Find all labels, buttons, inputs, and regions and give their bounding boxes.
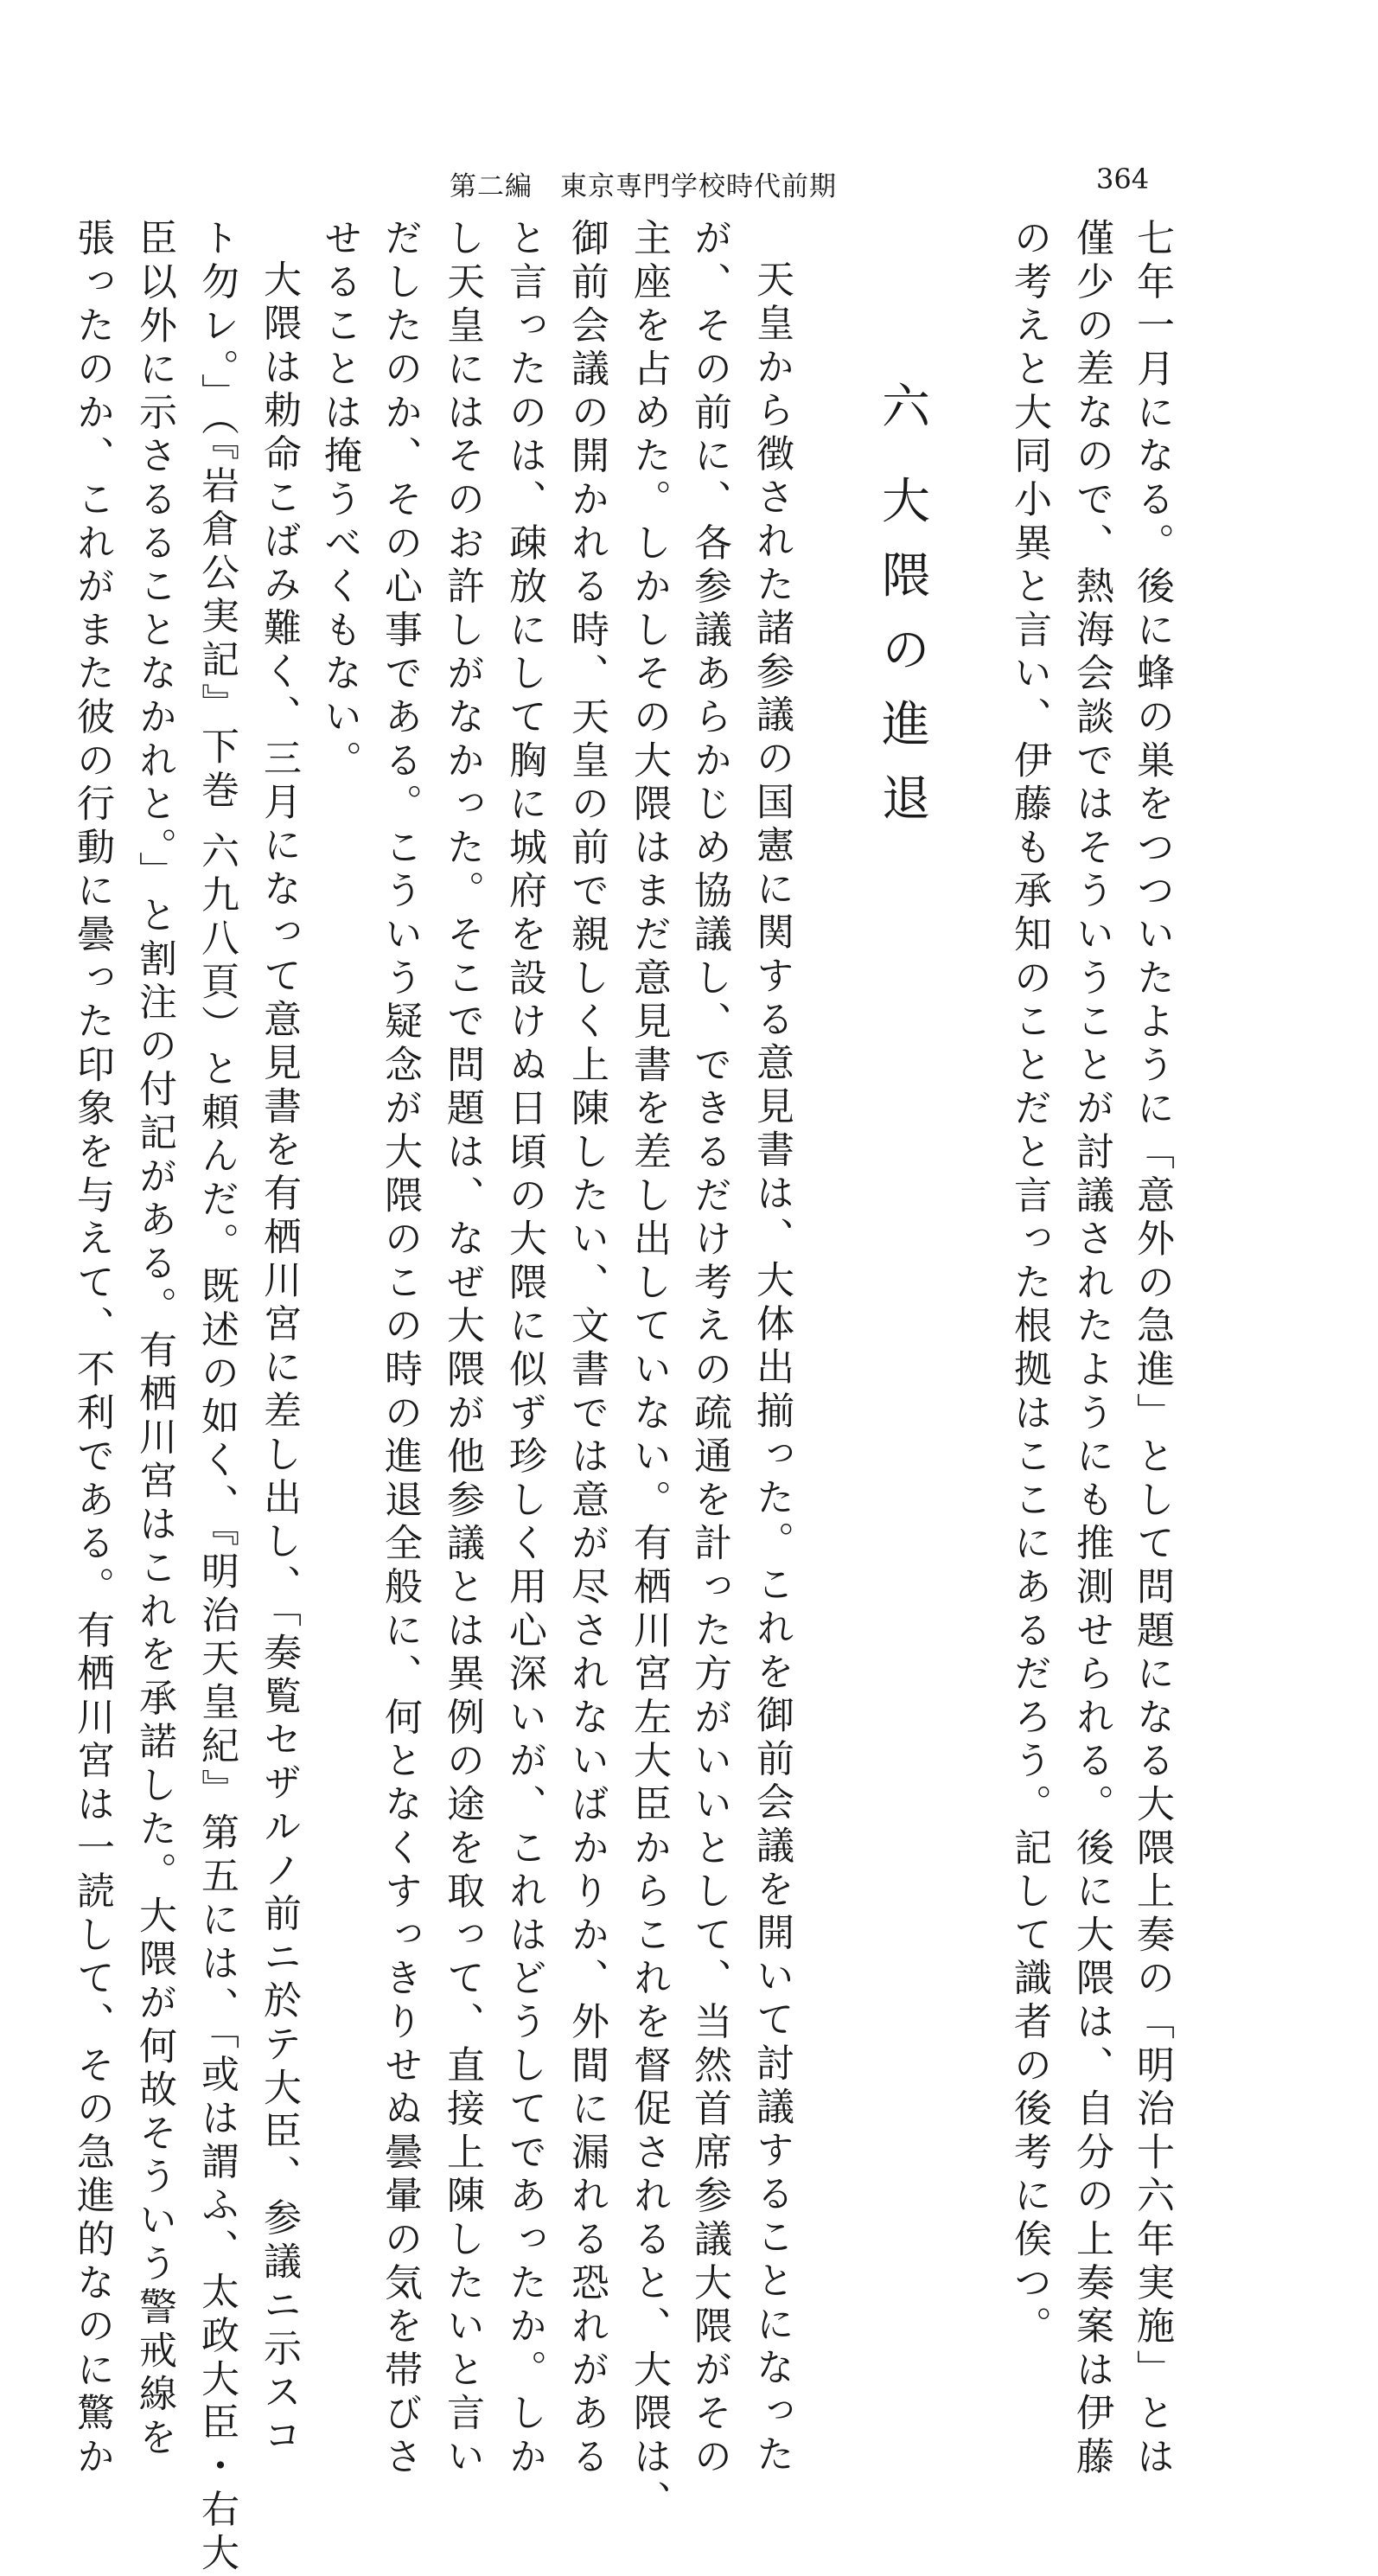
running-head: 第二編 東京専門学校時代前期: [450, 171, 837, 202]
section-heading: [874, 380, 930, 847]
body-line: 天皇から徴された諸参議の国憲に関する意見書は、大体出揃った。これを御前会議を開いて討議することになった: [750, 259, 794, 2478]
body-line: 主座を占めた。しかしその大隈はまだ意見書を差し出していない。有栖川宮左大臣からこれを督促されると、大隈は、: [627, 218, 671, 2523]
section-title: 大隈の進退: [874, 475, 930, 847]
body-line: 御前会議の開かれる時、天皇の前で親しく上陳したい、文書では意が尽されないばかりか、外間に漏れる恐れがある: [565, 218, 609, 2480]
body-line: だしたのか、その心事である。こういう疑念が大隈のこの時の進退全般に、何となくすっきりせぬ曇暈の気を帯びさ: [378, 218, 422, 2480]
body-line: し天皇にはそのお許しがなかった。そこで問題は、なぜ大隈が他参議とは異例の途を取って、直接上陳したいと言い: [440, 218, 484, 2480]
section-number: 六: [874, 380, 930, 429]
body-line: 僅少の差なので、熱海会談ではそういうことが討議されたようにも推測せられる。後に大隈は、自分の上奏案は伊藤: [1069, 218, 1113, 2480]
body-line: の考えと大同小異と言い、伊藤も承知のことだと言った根拠はここにあるだろう。記して識者の後考に俟つ。: [1007, 218, 1051, 2349]
body-line: 大隈は勅命こばみ難く、三月になって意見書を有栖川宮に差し出し、「奏覧セザルノ前ニ於テ大臣、参議ニ示スコ: [257, 259, 301, 2459]
page-number: 364: [1096, 163, 1150, 195]
body-line: が、その前に、各参議あらかじめ協議し、できるだけ考えの疏通を計った方がいいとして、当然首席参議大隈がその: [687, 218, 731, 2480]
body-line: と言ったのは、疎放にして胸に城府を設けぬ日頃の大隈に似ず珍しく用心深いが、これはどうしてであったか。しか: [502, 218, 546, 2480]
body-line: 七年一月になる。後に蜂の巣をつついたように「意外の急進」として問題になる大隈上奏の「明治十六年実施」とは: [1130, 218, 1174, 2480]
body-line: ト勿レ。」（『岩倉公実記』下巻 六九八頁）と頼んだ。既述の如く、『明治天皇紀』第五には、「或は謂ふ、太政大臣・右大: [195, 218, 239, 2576]
body-line: 張ったのか、これがまた彼の行動に曇った印象を与えて、不利である。有栖川宮は一読して、その急進的なのに驚か: [70, 218, 114, 2480]
body-line: せることは掩うべくもない。: [317, 218, 361, 783]
body-line: 臣以外に示さるることなかれと。」と割注の付記がある。有栖川宮はこれを承諾した。大隈が何故そういう警戒線を: [132, 218, 176, 2461]
